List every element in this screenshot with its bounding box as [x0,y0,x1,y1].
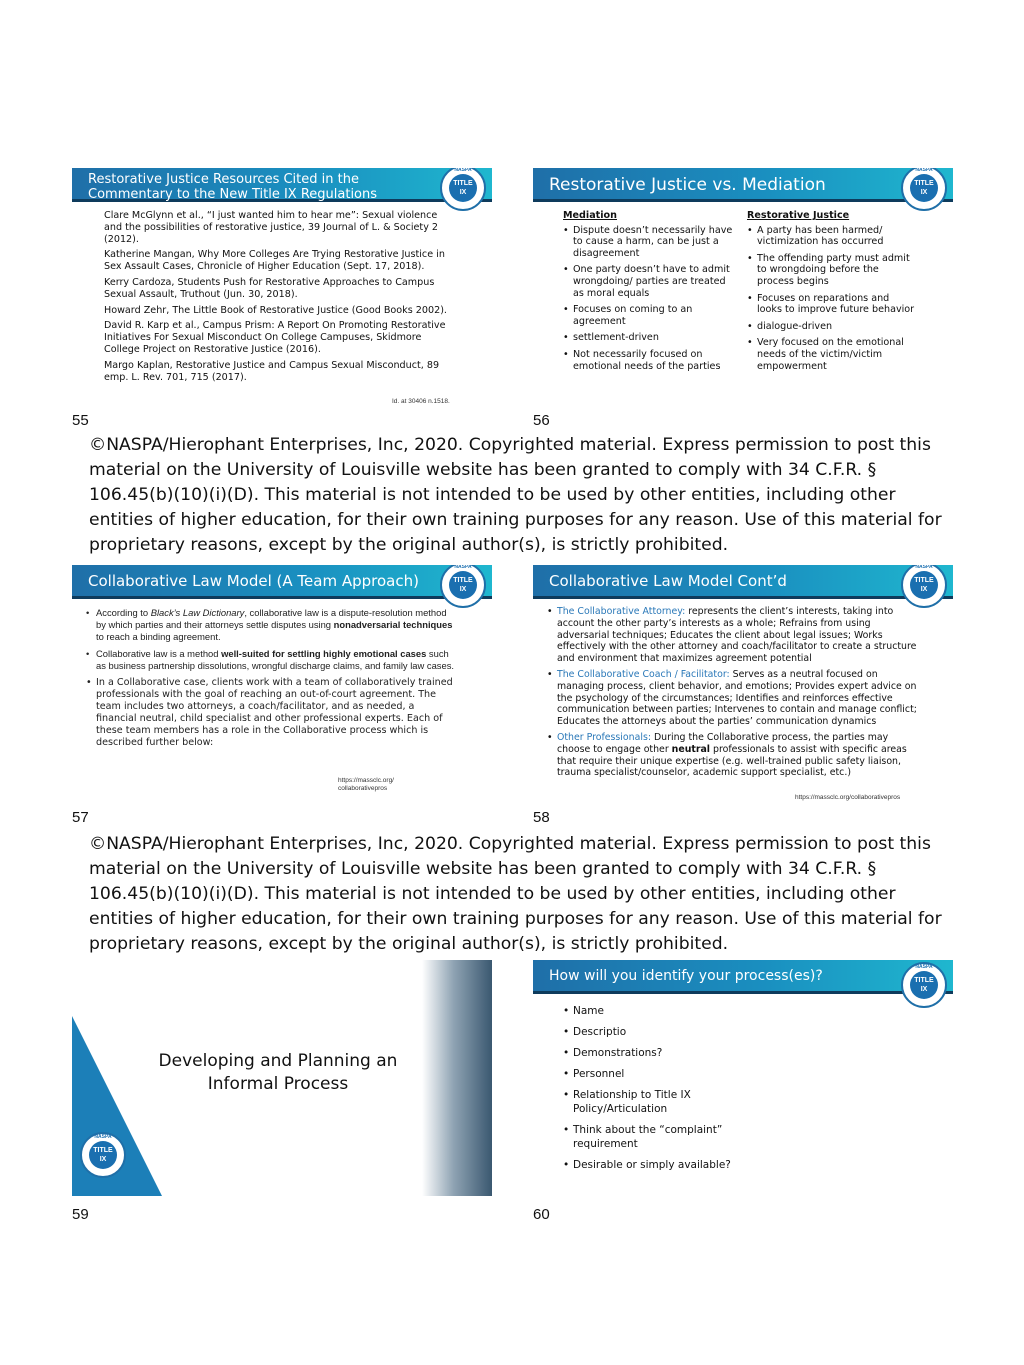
list-item: • The Collaborative Coach / Facilitator: Serves as a neutral focused on managing process, client behavior, and emotions; Provides expert advice on the psychology of the circumstances; Identifies and reinforces effective communication between parties; Intervenes to contain and manage conflict; Educates the attorneys about the parties’ communication dynamics [547,669,917,728]
logo-line1: TITLE [914,977,934,984]
copyright-notice: ©NASPA/Hierophant Enterprises, Inc, 2020. Copyrighted material. Express permission to post this material on the University of Louisville website has been granted to comply with 34 C.F.R. § 106.45(b)(10)(i)(D). This material is not intended to be used by other entities, including other entities of higher education, for their own training purposes for any reason. Use of this material for proprietary reasons, except by the original author(s), is strictly prohibited. [89,435,942,555]
title-ix-logo [901,962,947,1008]
list-item: • Think about the “complaint” requirement [563,1123,763,1151]
logo-line1: TITLE [914,577,934,584]
list-item: • Name [563,1004,763,1018]
logo-line2: IX [920,986,928,993]
list-item: • Demonstrations? [563,1046,763,1060]
list-item: • Desirable or simply available? [563,1158,763,1172]
logo-line1: TITLE [93,1147,113,1154]
slide-60 [533,960,953,1196]
list-item: • Collaborative law is a method well-suited for settling highly emotional cases such as business partnership dissolutions, wrongful discharge claims, and family law cases. [86,648,456,672]
logo-top-text: NASPA [454,168,472,173]
slide-number: 55 [72,412,89,429]
logo-line1: TITLE [453,577,473,584]
logo-line2: IX [99,1156,107,1163]
logo-line1: TITLE [453,180,473,187]
restorative-justice-column [747,210,915,377]
slide-header [533,960,953,994]
bullet-list [86,607,456,754]
reference-item: Katherine Mangan, Why More Colleges Are Trying Restorative Justice in Sex Assault Cases, Chronicle of Higher Education (Sept. 17, 2018). [104,249,445,273]
copyright-notice: ©NASPA/Hierophant Enterprises, Inc, 2020. Copyrighted material. Express permission to post this material on the University of Louisville website has been granted to comply with 34 C.F.R. § 106.45(b)(10)(i)(D). This material is not intended to be used by other entities, including other entities of higher education, for their own training purposes for any reason. Use of this material for proprietary reasons, except by the original author(s), is strictly prohibited. [89,834,942,954]
reference-item: Howard Zehr, The Little Book of Restorative Justice (Good Books 2002). [104,304,447,316]
list-item: • Descriptio [563,1025,763,1039]
list-item: • In a Collaborative case, clients work with a team of collaboratively trained professionals with the goal of reaching an out-of-court agreement. The team includes two attorneys, a coach/facilitator, and as needed, a financial neutral, child specialist and other professional experts. Each of these team members has a role in the Collaborative process which is described further below: [86,677,456,749]
list-item: • The offending party must admit to wrongdoing before the process begins [747,253,915,288]
list-item: • dialogue-driven [747,321,915,333]
logo-top-text: NASPA [915,565,933,570]
list-item: • Focuses on coming to an agreement [563,304,735,327]
slide-header [72,168,492,202]
section-title: Developing and Planning an Informal Process [158,1051,398,1094]
list-item: • According to Black’s Law Dictionary, collaborative law is a dispute-resolution method by which parties and their attorneys settle disputes using nonadversarial techniques to reach a binding agreement. [86,607,456,643]
list-item: • Dispute doesn’t necessarily have to cause a harm, can be just a disagreement [563,225,735,260]
footnote: Id. at 30406 n.1518. [392,398,450,405]
reference-item: Clare McGlynn et al., “I just wanted him to hear me”: Sexual violence and the possibilities of restorative justice, 39 Journal of L. & Society 2 (2012). [104,210,439,245]
list-item: • Very focused on the emotional needs of the victim/victim empowerment [747,337,915,372]
list-item: • settlement-driven [563,332,735,344]
slide-title: Collaborative Law Model Cont’d [549,572,787,590]
list-item: • One party doesn’t have to admit wrongdoing/ parties are treated as moral equals [563,264,735,299]
logo-top-text: NASPA [94,1134,112,1140]
list-item: • Personnel [563,1067,763,1081]
logo-line1: TITLE [914,180,934,187]
source-citation: https://massclc.org/collaborativepros [795,794,901,801]
slide-title: Restorative Justice Resources Cited in the Commentary to the New Title IX Regulations [88,172,378,202]
slide-56 [533,168,953,410]
slide-number: 56 [533,412,550,429]
logo-line2: IX [459,189,467,196]
slide-59 [72,960,492,1196]
source-citation: https://massclc.org/ collaborativepros [338,777,394,792]
slide-number: 58 [533,809,550,826]
title-ix-logo [80,1132,126,1178]
gradient-decoration [422,960,492,1196]
logo-top-text: NASPA [454,565,472,570]
list-item: • Not necessarily focused on emotional needs of the parties [563,349,735,372]
slide-number: 57 [72,809,89,826]
slide-57 [72,565,492,807]
slide-55 [72,168,492,410]
list-item: • A party has been harmed/ victimization has occurred [747,225,915,248]
column-heading: Mediation [563,210,617,221]
bullet-list [563,1004,763,1177]
slide-title: Restorative Justice vs. Mediation [549,175,826,195]
slide-number: 60 [533,1206,550,1223]
list-item: • The Collaborative Attorney: represents the client’s interests, taking into account the other party’s interests as a whole; Refrains from using adversarial techniques; Educates the client about legal issues; Works effectively with the other attorney and coach/facilitator to create a structure and environment that maximizes agreement potential [547,606,917,665]
reference-list [104,210,454,383]
list-item: • Relationship to Title IX Policy/Articulation [563,1088,763,1116]
column-heading: Restorative Justice [747,210,850,221]
bullet-list [547,606,917,784]
slide-58 [533,565,953,807]
logo-line2: IX [920,189,928,196]
title-ix-logo [901,168,947,211]
logo-top-text: NASPA [915,168,933,173]
slide-title: Collaborative Law Model (A Team Approach) [88,572,419,590]
slide-title: How will you identify your process(es)? [549,968,823,984]
logo-line2: IX [920,586,928,593]
logo-line2: IX [459,586,467,593]
list-item: • Focuses on reparations and looks to improve future behavior [747,293,915,316]
slide-header [533,168,953,202]
slide-header [533,565,953,599]
reference-item: Margo Kaplan, Restorative Justice and Campus Sexual Misconduct, 89 emp. L. Rev. 701, 715 (2017). [104,359,440,383]
slide-header [72,565,492,599]
title-ix-logo [440,565,486,608]
reference-item: David R. Karp et al., Campus Prism: A Report On Promoting Restorative Initiatives For Sexual Misconduct On College Campuses, Skidmore College Project on Restorative Justice (2016). [104,320,446,355]
logo-top-text: NASPA [915,964,933,970]
mediation-column [563,210,735,377]
title-ix-logo [901,565,947,608]
list-item: • Other Professionals: During the Collaborative process, the parties may choose to engage other neutral professionals to assist with specific areas that require their unique expertise (e.g. well-trained public safety liaison, trauma specialist/counselor, academic support specialist, etc.) [547,732,917,779]
title-ix-logo [440,168,486,211]
slide-number: 59 [72,1206,89,1223]
reference-item: Kerry Cardoza, Students Push for Restorative Approaches to Campus Sexual Assault, Truthout (Jun. 30, 2018). [104,276,435,300]
